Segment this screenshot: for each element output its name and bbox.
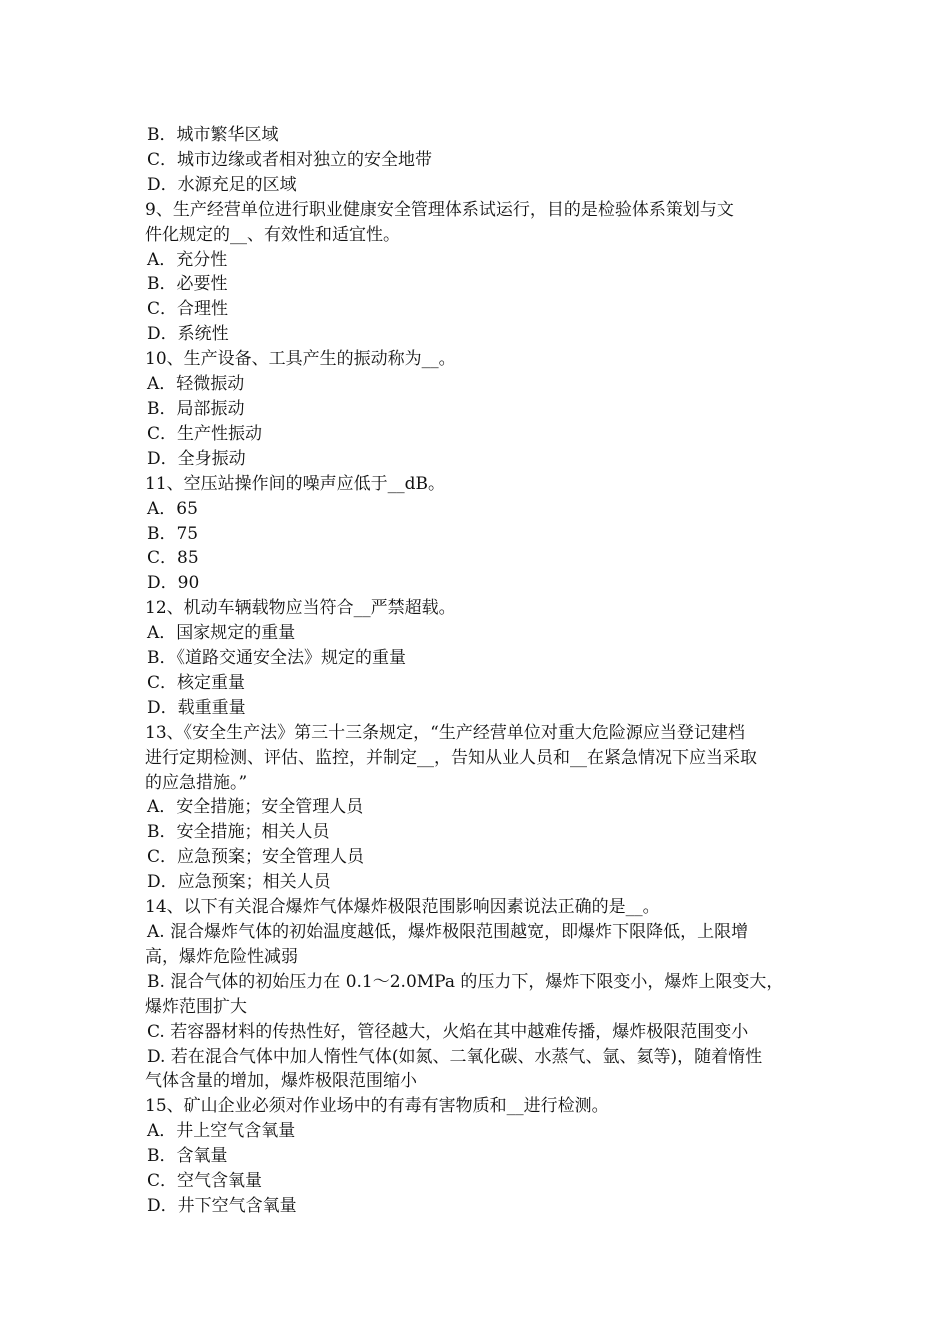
answer-option-line: A．轻微振动 [147,374,245,395]
answer-option-line: C．合理性 [147,299,229,320]
document-body [145,123,820,1219]
answer-option-line: C．生产性振动 [147,423,263,444]
question-text-line: 14、以下有关混合爆炸气体爆炸极限范围影响因素说法正确的是__。 [145,897,660,918]
question-text-line: 进行定期检测、评估、监控，并制定__，告知从业人员和__在紧急情况下应当采取 [145,747,757,768]
answer-option-line: A. 混合爆炸气体的初始温度越低，爆炸极限范围越宽，即爆炸下限降低，上限增 [147,922,749,942]
answer-option-line: C．应急预案；安全管理人员 [147,847,365,868]
answer-option-line: A．充分性 [147,249,228,270]
question-text-line: 13、《安全生产法》第三十三条规定，“生产经营单位对重大危险源应当登记建档 [145,722,745,743]
answer-option-line: B．城市繁华区域 [147,125,279,145]
answer-option-line: B．局部振动 [147,398,245,419]
answer-option-line: C．85 [147,548,199,569]
answer-option-line: B．75 [147,523,199,544]
answer-option-line: B．必要性 [147,274,228,295]
answer-option-line: D．井下空气含氧量 [147,1195,297,1216]
question-text-line: 爆炸范围扩大 [145,996,247,1017]
answer-option-line: C. 若容器材料的传热性好，管径越大，火焰在其中越难传播，爆炸极限范围变小 [147,1021,749,1042]
question-text-line: 12、机动车辆载物应当符合__严禁超载。 [145,598,456,619]
question-text-line: 高，爆炸危险性减弱 [145,946,298,967]
answer-option-line: D．水源充足的区域 [147,174,297,195]
answer-option-line: C．核定重量 [147,672,246,693]
answer-option-line: D．系统性 [147,324,229,345]
answer-option-line: A．65 [147,498,198,519]
question-text-line: 9、生产经营单位进行职业健康安全管理体系试运行，目的是检验体系策划与文 [145,199,734,220]
answer-option-line: B．《道路交通安全法》规定的重量 [147,648,406,669]
question-text-line: 15、矿山企业必须对作业场中的有毒有害物质和__进行检测。 [145,1096,609,1117]
answer-option-line: D．90 [147,573,200,594]
answer-option-line: C．空气含氧量 [147,1171,263,1192]
answer-option-line: B．安全措施；相关人员 [147,822,330,843]
question-text-line: 11、空压站操作间的噪声应低于__dB。 [145,473,446,494]
answer-option-line: D．全身振动 [147,448,246,469]
question-text-line: 10、生产设备、工具产生的振动称为__。 [145,349,456,370]
answer-option-line: A．安全措施；安全管理人员 [147,797,364,818]
answer-option-line: C．城市边缘或者相对独立的安全地带 [147,149,433,170]
question-text-line: 件化规定的__、有效性和适宜性。 [145,224,400,245]
answer-option-line: D. 若在混合气体中加人惰性气体(如氮、二氧化碳、水蒸气、氩、氦等)，随着惰性 [147,1046,763,1067]
answer-option-line: B. 混合气体的初始压力在 0.1～2.0MPa 的压力下，爆炸下限变小，爆炸上限变大， [147,971,784,992]
answer-option-line: A．国家规定的重量 [147,623,296,644]
answer-option-line: B．含氧量 [147,1146,228,1167]
answer-option-line: D．载重重量 [147,697,246,718]
question-text-line: 气体含量的增加，爆炸极限范围缩小 [145,1071,417,1092]
question-text-line: 的应急措施。” [145,772,248,793]
answer-option-line: D．应急预案；相关人员 [147,872,331,893]
answer-option-line: A．井上空气含氧量 [147,1121,296,1142]
